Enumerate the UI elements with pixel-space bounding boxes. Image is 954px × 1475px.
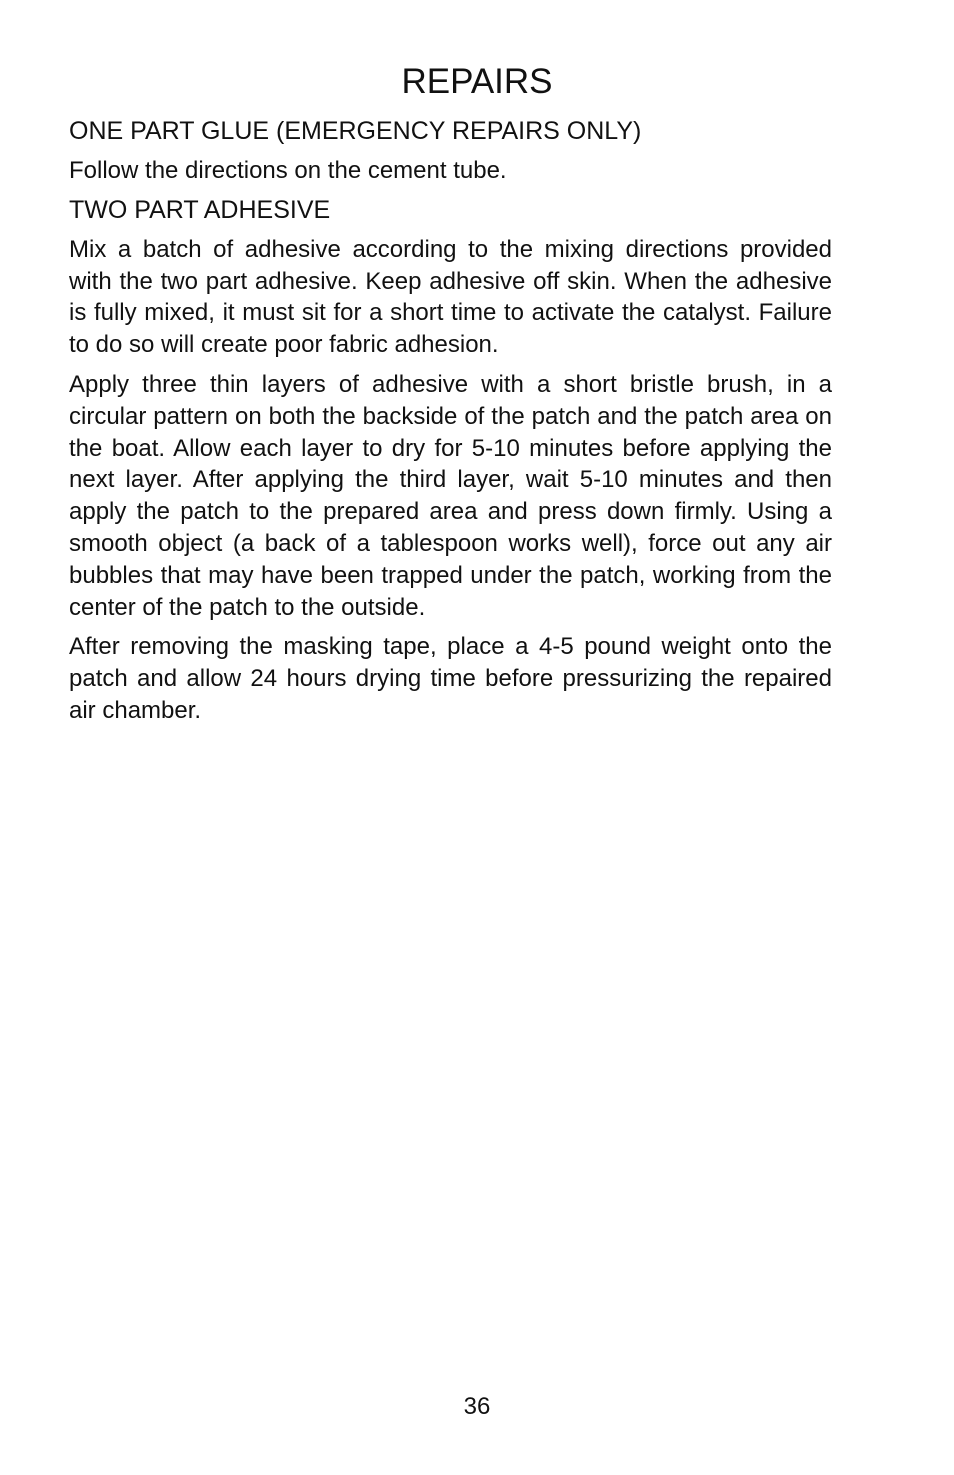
paragraph: After removing the masking tape, place a 4-5 pound weight onto the patch and allow 24 hours drying time before pressurizing the repaired air chamber.	[69, 633, 832, 724]
section-heading: ONE PART GLUE (EMERGENCY REPAIRS ONLY)	[69, 117, 642, 145]
section-one-part-glue	[69, 116, 832, 187]
paragraph: Mix a batch of adhesive according to the mixing directions provided with the two part adhesive. Keep adhesive off skin. When the adhesive is fully mixed, it must sit for a short time to activate the catalyst. Failure to do so will create poor fabric adhesion.	[69, 235, 832, 359]
document-body	[69, 116, 832, 735]
paragraph: Follow the directions on the cement tube.	[69, 157, 507, 184]
paragraph: Apply three thin layers of adhesive with a short bristle brush, in a circular pattern on both the backside of the patch and the patch area on the boat. Allow each layer to dry for 5-10 minutes before applying the next layer. After applying the third layer, wait 5-10 minutes and then apply the patch to the prepared area and press down firmly. Using a smooth object (a back of a tablespoon works well), force out any air bubbles that may have been trapped under the patch, working from the center of the patch to the outside.	[69, 370, 832, 621]
section-two-part-adhesive	[69, 195, 832, 727]
section-heading: TWO PART ADHESIVE	[69, 195, 331, 224]
page-number: 36	[463, 1393, 491, 1420]
page-title: REPAIRS	[401, 62, 553, 101]
